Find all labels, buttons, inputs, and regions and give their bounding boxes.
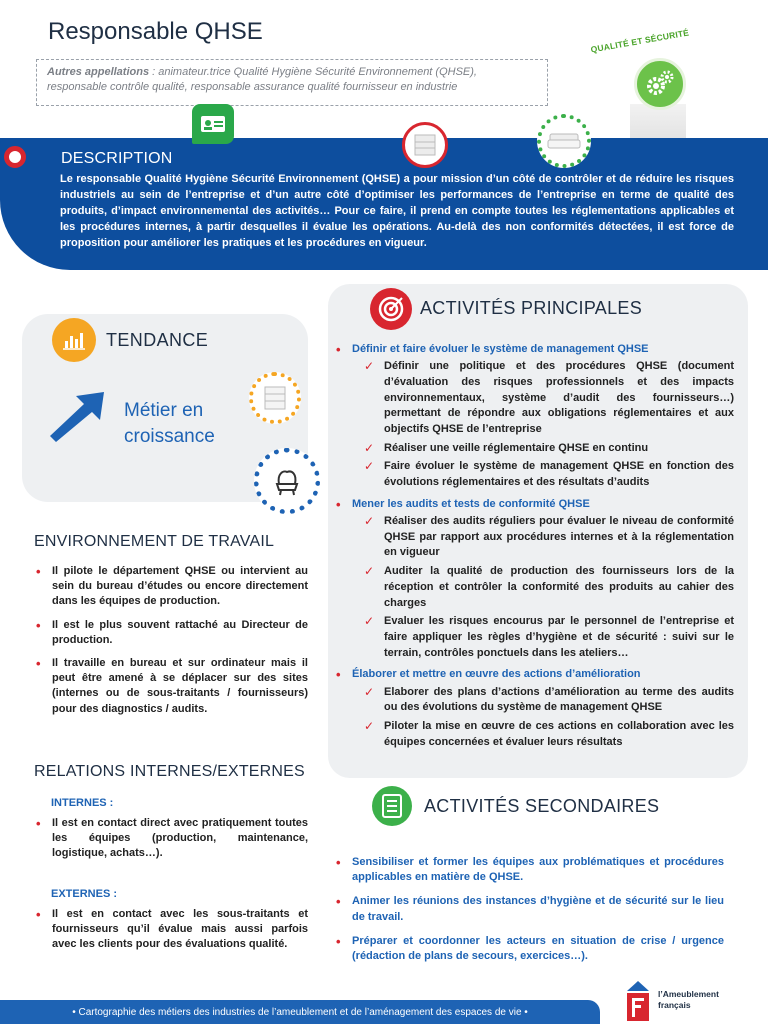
work-environment-title: ENVIRONNEMENT DE TRAVAIL xyxy=(34,533,275,550)
quality-security-label: QUALITÉ ET SÉCURITÉ xyxy=(589,27,690,55)
task-item: ✓ Elaborer des plans d’actions d’amélioration au terme des audits ou des évolutions du système de management QHSE xyxy=(352,685,734,716)
internal-relations-list xyxy=(32,816,308,862)
description-title: DESCRIPTION xyxy=(61,150,173,167)
target-icon xyxy=(370,288,412,330)
ameublement-francais-logo-icon xyxy=(627,981,649,1021)
task-item: ✓ Auditer la qualité de production des fournisseurs lors de la réception et contrôler la conformité des produits au cahier des charges xyxy=(352,564,734,611)
cabinet-icon xyxy=(249,372,301,424)
task-item: ✓ Réaliser des audits réguliers pour évaluer le niveau de conformité QHSE par rapport aux procédures internes et à la réglementation en vigueur xyxy=(352,514,734,561)
tendance-value xyxy=(124,398,215,450)
armchair-icon xyxy=(254,448,320,514)
relations-title: RELATIONS INTERNES/EXTERNES xyxy=(34,763,305,780)
tendance-line-2: croissance xyxy=(124,426,215,447)
shelf-icon xyxy=(402,122,448,168)
activity-group-label: • Mener les audits et tests de conformité QHSE xyxy=(352,497,590,510)
tendance-title: TENDANCE xyxy=(106,330,209,350)
list-item: • Il est en contact direct avec pratiquement toutes les équipes (production, maintenance, logistique, achats…). xyxy=(32,816,308,862)
task-item: ✓ Evaluer les risques encourus par le personnel de l’entreprise et faire appliquer les règles d’hygiène et de sécurité : suivi sur le terrain, contrôles ponctuels dans les ateliers… xyxy=(352,614,734,661)
activity-group-label: • Élaborer et mettre en œuvre des actions d’amélioration xyxy=(352,668,641,681)
list-item: • Il travaille en bureau et sur ordinateur mais il peut être amené à se déplacer sur des sites (internes ou de sous-traitants / fournisseurs) pour des diagnostics / audits. xyxy=(32,656,308,717)
checklist-icon xyxy=(372,786,412,826)
list-item: • Animer les réunions des instances d’hygiène et de sécurité sur le lieu de travail. xyxy=(332,894,724,924)
description-band-top xyxy=(0,138,768,144)
task-item: ✓ Faire évoluer le système de management QHSE en fonction des évolutions réglementaires et des résultats d’audits xyxy=(352,459,734,490)
main-activities-list xyxy=(332,342,734,756)
list-item: • Sensibiliser et former les équipes aux problématiques et procédures applicables en matière de QHSE. xyxy=(332,855,724,885)
activity-tasks xyxy=(352,514,734,661)
task-item: ✓ Définir une politique et des procédures QHSE (document d’évaluation des risques professionnels et des impacts environnementaux, système d’audit des fournisseurs…) permettant de répondre aux obligations réglementaires et aux objectifs QHSE de l’entreprise xyxy=(352,359,734,438)
internal-label: INTERNES : xyxy=(51,797,114,809)
activity-tasks xyxy=(352,359,734,491)
activity-group xyxy=(332,497,734,662)
list-item: • Il est le plus souvent rattaché au Directeur de production. xyxy=(32,618,308,648)
list-item: • Préparer et coordonner les acteurs en situation de crise / urgence (rédaction de plans de secours, exercices…). xyxy=(332,934,724,964)
activity-group xyxy=(332,342,734,491)
secondary-activities-list xyxy=(332,855,724,973)
list-item: • Il pilote le département QHSE ou intervient au sein du bureau d’études ou encore directement dans les équipes de production. xyxy=(32,564,308,610)
other-titles-box xyxy=(36,59,548,106)
description-bullet-icon xyxy=(4,146,26,168)
task-item: ✓ Réaliser une veille réglementaire QHSE en continu xyxy=(352,441,734,457)
main-activities-title: ACTIVITÉS PRINCIPALES xyxy=(420,298,643,318)
other-titles-text: : animateur.trice Qualité Hygiène Sécurité Environnement (QHSE), responsable contrôle qualité, responsable assurance qualité fournisseur en industrie xyxy=(47,66,477,93)
logo-text xyxy=(658,989,719,1011)
logo-text-line-1: l’Ameublement xyxy=(658,989,719,999)
footer-banner: • Cartographie des métiers des industries de l’ameublement et de l’aménagement des espaces de vie • xyxy=(0,1000,600,1024)
page-title: Responsable QHSE xyxy=(48,18,263,45)
gears-icon xyxy=(634,58,686,110)
activity-tasks xyxy=(352,685,734,751)
description-text: Le responsable Qualité Hygiène Sécurité Environnement (QHSE) a pour mission d’un côté de contrôler et de réduire les risques industriels au sein de l’entreprise et d’un autre côté d’optimiser les performances de l’entreprise en terme de qualité des produits, d’impact environnemental des activités… Pour ce faire, il prend en compte toutes les réglementations applicables et les procédures internes, à partir desquelles il évalue les opérations. Au-delà des non conformités détectées, il est force de proposition pour améliorer les pratiques et les procédures en vigueur. xyxy=(60,173,734,249)
work-environment-list xyxy=(32,564,308,725)
secondary-activities-title: ACTIVITÉS SECONDAIRES xyxy=(424,796,660,816)
tendance-line-1: Métier en xyxy=(124,400,204,421)
other-titles-label: Autres appellations xyxy=(47,66,150,78)
bar-chart-icon xyxy=(52,318,96,362)
sofa-icon xyxy=(537,114,591,168)
external-relations-list xyxy=(32,907,308,953)
external-label: EXTERNES : xyxy=(51,888,118,900)
logo-text-line-2: français xyxy=(658,1000,691,1010)
list-item: • Il est en contact avec les sous-traitants et fournisseurs qu’il évalue mais aussi parfois avec les clients pour des évaluations qualité. xyxy=(32,907,308,953)
task-item: ✓ Piloter la mise en œuvre de ces actions en collaboration avec les équipes concernées et évaluer leurs résultats xyxy=(352,719,734,750)
activity-group-label: • Définir et faire évoluer le système de management QHSE xyxy=(352,343,649,355)
trend-up-arrow-icon xyxy=(50,392,108,446)
id-badge-icon xyxy=(192,104,234,144)
activity-group xyxy=(332,667,734,750)
